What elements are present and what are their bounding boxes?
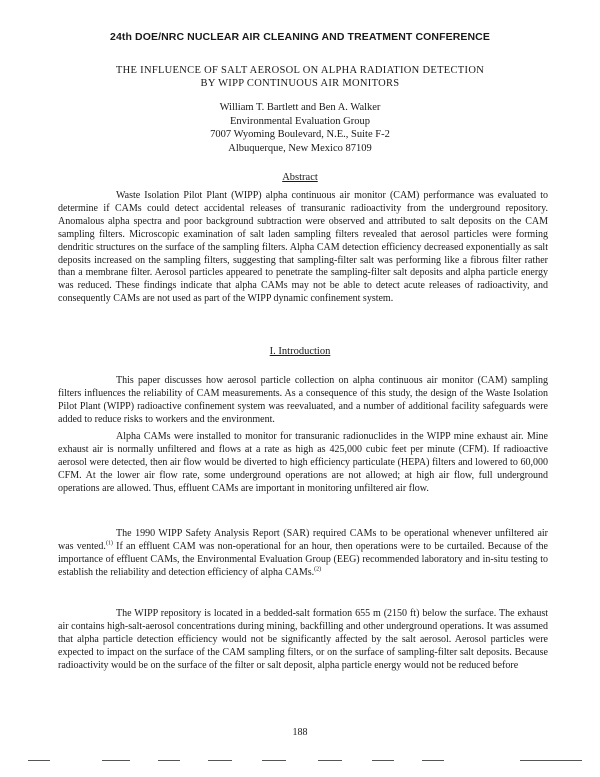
intro-paragraph-4: The WIPP repository is located in a bedded-salt formation 655 m (2150 ft) below the surface. The exhaust air contains high-salt-aerosol concentrations during mining, backfilling and other underground operations. It was assumed that alpha particle detection efficiency would not be significantly affected by the salt aerosol. Aerosol particles were expected to impact on the surface of the CAM sampling filters, or on the surface of sampling-filter salt deposits. Because radioactivity would be on the surface of the filter or salt deposit, alpha particle energy would not be reduced before xyxy=(58,608,548,671)
scan-artifact-rule xyxy=(158,760,180,761)
page-number: 188 xyxy=(292,727,308,738)
intro-paragraph-1: This paper discusses how aerosol particle collection on alpha continuous air monitor (CAM) sampling filters influences the reliability of CAM measurements. As a consequence of this study, the design of the Waste Isolation Pilot Plant (WIPP) radioactive confinement system was reevaluated, and a number of additional facility safeguards were added to reduce risks to workers and the environment. xyxy=(58,375,548,425)
scan-artifact-rule xyxy=(102,760,130,761)
scan-artifact-rule xyxy=(318,760,342,761)
reference-2: (2) xyxy=(314,566,322,573)
author-street: 7007 Wyoming Boulevard, N.E., Suite F-2 xyxy=(210,129,390,140)
reference-1: (1) xyxy=(105,540,113,547)
scan-artifact-rule xyxy=(208,760,232,761)
paper-title xyxy=(60,64,540,90)
paper-title-line-2: BY WIPP CONTINUOUS AIR MONITORS xyxy=(200,78,400,89)
paper-title-line-1: THE INFLUENCE OF SALT AEROSOL ON ALPHA RADIATION DETECTION xyxy=(115,65,485,76)
conference-header: 24th DOE/NRC NUCLEAR AIR CLEANING AND TREATMENT CONFERENCE xyxy=(110,31,490,43)
scan-artifact-rule xyxy=(520,760,582,761)
author-block xyxy=(100,101,500,155)
scan-artifact-rule xyxy=(262,760,286,761)
introduction-heading: I. Introduction xyxy=(269,346,331,357)
intro-paragraph-2: Alpha CAMs were installed to monitor for transuranic radionuclides in the WIPP mine exhaust air. Mine exhaust air is normally unfiltered and flows at a rate as high as 425,000 cubic feet per minute (CFM). If radioactive aerosol were detected, then air flow would be diverted to high efficiency particulate (HEPA) filters and lowered to 60,000 CFM. At the lower air flow rate, some underground operations are not allowed; at high air flow, full underground operations are allowed. Thus, effluent CAMs are important in monitoring unfiltered air flow. xyxy=(58,431,548,494)
scan-artifact-rule xyxy=(372,760,394,761)
abstract-text: Waste Isolation Pilot Plant (WIPP) alpha continuous air monitor (CAM) performance was evaluated to determine if CAMs could detect accidental releases of transuranic radioactivity from the underground repository. Anomalous alpha spectra and poor background subtraction were observed and attributed to salt deposits on the CAM sampling filters. Microscopic examination of salt laden sampling filters revealed that aerosol particles were forming dendritic structures on the surface of the sampling filters. Alpha CAM detection efficiency decreased exponentially as salt deposits increased on the sampling filters, suggesting that sampling-filter salt was performing like a fibrous filter rather than a membrane filter. Aerosol particles appeared to penetrate the sampling-filter salt deposits and alpha particle energy was reduced. These findings indicate that alpha CAMs may not be able to detect acute releases of radioactivity, and consequently CAMs are not used as part of the WIPP dynamic confinement system. xyxy=(58,190,548,305)
author-city: Albuquerque, New Mexico 87109 xyxy=(228,142,372,154)
author-organization: Environmental Evaluation Group xyxy=(230,115,370,127)
abstract-heading: Abstract xyxy=(282,172,318,183)
scan-artifact-rule xyxy=(422,760,444,761)
scan-artifact-rule xyxy=(28,760,50,761)
intro-paragraph-3: The 1990 WIPP Safety Analysis Report (SAR) required CAMs to be operational whenever unfiltered air was vented.$^{(1)}$ If an effluent CAM was non-operational for an hour, then operations were to be curtailed. Because of the importance of effluent CAMs, the Environmental Evaluation Group (EEG) recommended laboratory and in-situ testing to establish the reliability and detection efficiency of alpha CAMs.$^{(2)}$ xyxy=(58,528,548,578)
author-names: William T. Bartlett and Ben A. Walker xyxy=(219,102,381,113)
